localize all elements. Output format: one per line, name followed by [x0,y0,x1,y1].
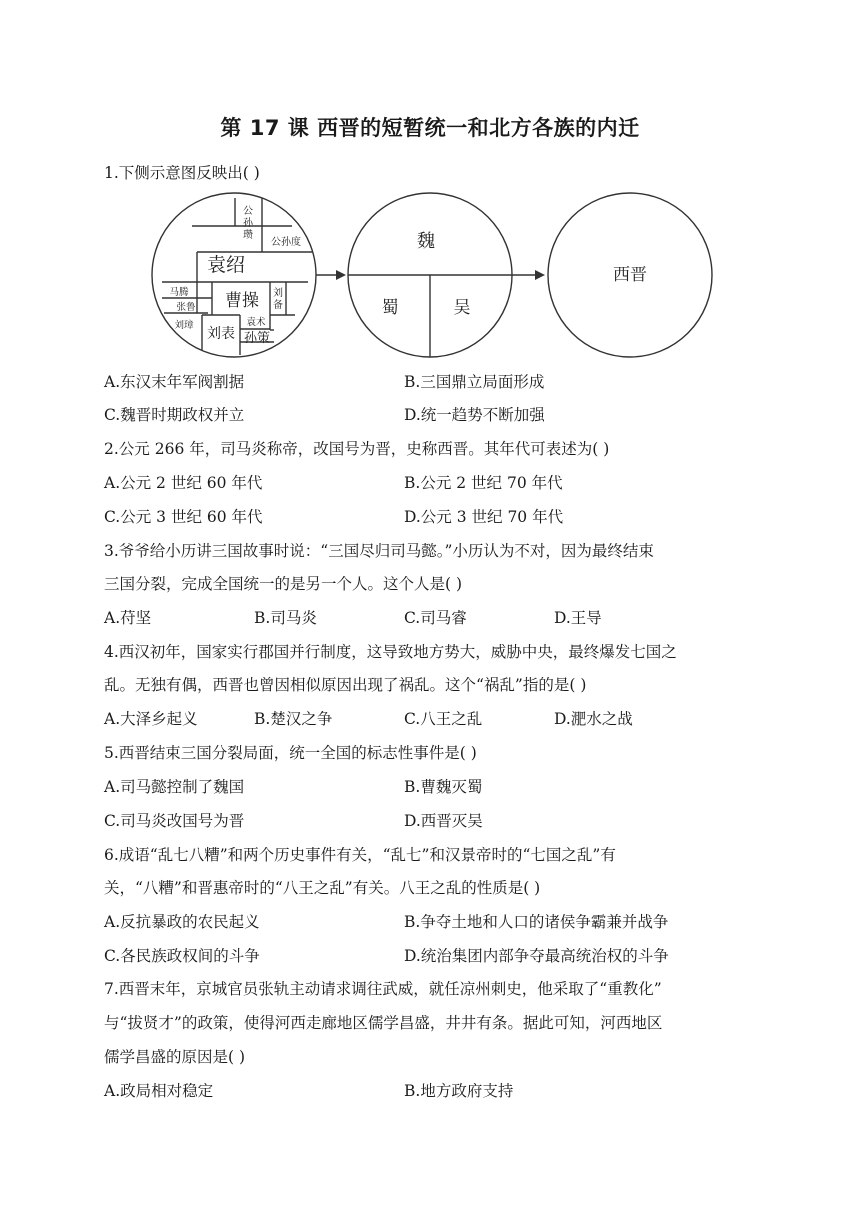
q5-option-c[interactable]: C.司马炎改国号为晋 [104,812,245,830]
label-liu-bei-2: 备 [273,300,283,311]
territory-diagram [150,190,715,362]
q3-option-a[interactable]: A.苻坚 [104,609,152,627]
label-liu-bei-1: 刘 [273,288,283,299]
label-gongsun-zan-1: 公 [243,206,253,217]
q6-stem-line-2: 关，“八糟”和晋惠帝时的“八王之乱”有关。八王之乱的性质是( ) [104,879,541,897]
q4-stem-line-2: 乱。无独有偶，西晋也曾因相似原因出现了祸乱。这个“祸乱”指的是( ) [104,676,587,694]
q5-option-b[interactable]: B.曹魏灭蜀 [404,778,483,796]
q6-option-c[interactable]: C.各民族政权间的斗争 [104,947,260,965]
q2-stem: 2.公元 266 年，司马炎称帝，改国号为晋，史称西晋。其年代可表述为( ) [104,440,610,458]
label-ma-teng: 马腾 [169,287,189,298]
q4-option-a[interactable]: A.大泽乡起义 [104,710,198,728]
label-gongsun-du: 公孙度 [271,237,301,248]
q1-stem: 1.下侧示意图反映出( ) [104,164,260,182]
arrow-right-icon [336,270,346,280]
q7-stem-line-3: 儒学昌盛的原因是( ) [104,1048,246,1066]
q6-option-a[interactable]: A.反抗暴政的农民起义 [104,913,260,931]
q3-stem-line-2: 三国分裂，完成全国统一的是另一个人。这个人是( ) [104,575,463,593]
q6-stem-line-1: 6.成语“乱七八糟”和两个历史事件有关，“乱七”和汉景帝时的“七国之乱”有 [104,846,616,864]
q2-option-d[interactable]: D.公元 3 世纪 70 年代 [404,508,564,526]
q3-option-d[interactable]: D.王导 [554,609,602,627]
q6-option-b[interactable]: B.争夺土地和人口的诸侯争霸兼并战争 [404,913,669,931]
label-xijin: 西晋 [613,265,647,285]
q6-option-d[interactable]: D.统治集团内部争夺最高统治权的斗争 [404,947,669,965]
q1-option-a[interactable]: A.东汉末年军阀割据 [104,373,245,391]
q7-option-b[interactable]: B.地方政府支持 [404,1082,514,1100]
q4-option-c[interactable]: C.八王之乱 [404,710,483,728]
label-liu-biao: 刘表 [207,326,235,342]
q7-stem-line-2: 与“拔贤才”的政策，使得河西走廊地区儒学昌盛，井井有条。据此可知，河西地区 [104,1014,663,1032]
label-yuan-shu: 袁术 [246,317,266,328]
label-wei: 魏 [417,231,435,252]
label-shu: 蜀 [381,298,399,318]
label-zhang-lu: 张鲁 [176,302,196,313]
label-cao-cao: 曹操 [225,291,259,311]
q1-option-b[interactable]: B.三国鼎立局面形成 [404,373,545,391]
q1-option-c[interactable]: C.魏晋时期政权并立 [104,406,245,424]
q5-option-d[interactable]: D.西晋灭吴 [404,812,483,830]
q2-option-b[interactable]: B.公元 2 世纪 70 年代 [404,474,563,492]
q7-option-a[interactable]: A.政局相对稳定 [104,1082,214,1100]
q1-option-d[interactable]: D.统一趋势不断加强 [404,406,545,424]
label-sun-ce: 孙策 [243,331,271,346]
q3-stem-line-1: 3.爷爷给小历讲三国故事时说：“三国尽归司马懿。”小历认为不对，因为最终结束 [104,542,654,560]
q2-option-a[interactable]: A.公元 2 世纪 60 年代 [104,474,263,492]
label-gongsun-zan-2: 孙 [243,218,253,229]
q4-option-b[interactable]: B.楚汉之争 [254,710,333,728]
arrow-right-icon [535,270,545,280]
label-liu-zhang: 刘璋 [174,320,194,331]
page-title: 第 17 课 西晋的短暂统一和北方各族的内迁 [220,116,640,140]
label-yuan-shao: 袁绍 [206,254,246,276]
q7-stem-line-1: 7.西晋末年，京城官员张轨主动请求调往武威，就任凉州刺史，他采取了“重教化” [104,980,662,998]
label-gongsun-zan-3: 瓒 [243,230,253,241]
q4-stem-line-1: 4.西汉初年，国家实行郡国并行制度，这导致地方势大，威胁中央，最终爆发七国之 [104,643,677,661]
label-wu: 吴 [453,298,471,318]
q2-option-c[interactable]: C.公元 3 世纪 60 年代 [104,508,263,526]
q3-option-b[interactable]: B.司马炎 [254,609,317,627]
q4-option-d[interactable]: D.淝水之战 [554,710,633,728]
q5-stem: 5.西晋结束三国分裂局面，统一全国的标志性事件是( ) [104,744,477,762]
q5-option-a[interactable]: A.司马懿控制了魏国 [104,778,245,796]
q3-option-c[interactable]: C.司马睿 [404,609,467,627]
